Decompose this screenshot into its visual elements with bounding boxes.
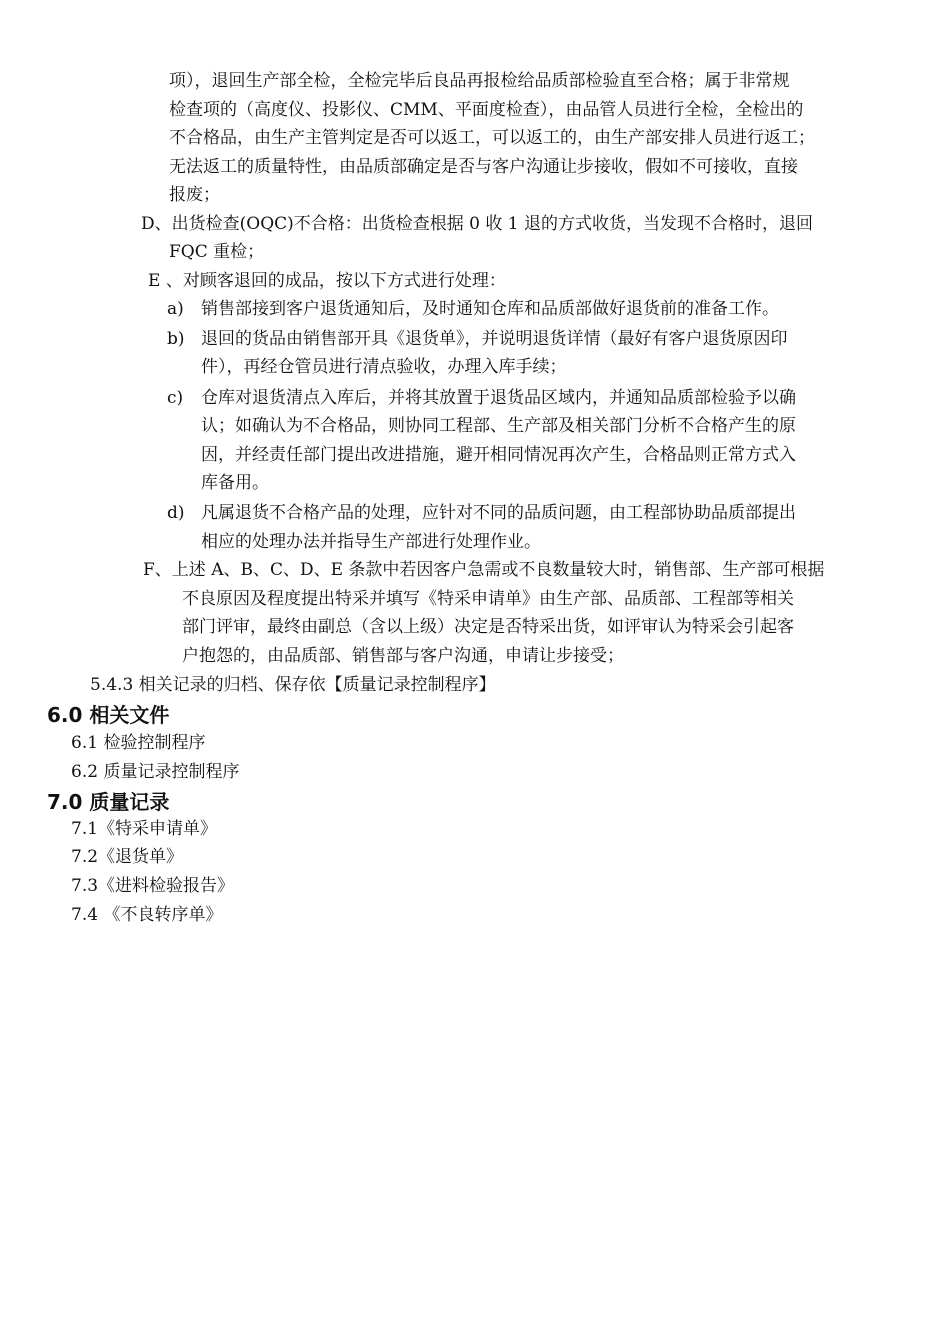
- item-c-line-3: 不合格品，由生产主管判定是否可以返工，可以返工的，由生产部安排人员进行返工；: [169, 128, 815, 148]
- section-7-item-1: 7.1《特采申请单》: [71, 819, 218, 839]
- section-7-heading: 7.0 质量记录: [47, 790, 170, 814]
- section-6-item-2: 6.2 质量记录控制程序: [71, 762, 240, 782]
- item-c-line-4: 无法返工的质量特性，由品质部确定是否与客户沟通让步接收，假如不可接收，直接: [169, 157, 798, 177]
- section-7-item-3: 7.3《进料检验报告》: [71, 876, 235, 896]
- item-f-line-2: 不良原因及程度提出特采并填写《特采申请单》由生产部、品质部、工程部等相关: [182, 589, 794, 609]
- item-e-a-line-1: 销售部接到客户退货通知后，及时通知仓库和品质部做好退货前的准备工作。: [201, 299, 779, 319]
- item-e-c-line-4: 库备用。: [201, 473, 269, 493]
- item-d-line-1: D、出货检查(OQC)不合格：出货检查根据 0 收 1 退的方式收货，当发现不合格时，退回: [141, 214, 814, 234]
- item-e-c-line-1: 仓库对退货清点入库后，并将其放置于退货品区域内，并通知品质部检验予以确: [201, 388, 796, 408]
- item-e-d-line-1: 凡属退货不合格产品的处理，应针对不同的品质问题，由工程部协助品质部提出: [201, 503, 796, 523]
- item-e-b-line-1: 退回的货品由销售部开具《退货单》，并说明退货详情（最好有客户退货原因印: [201, 329, 788, 349]
- item-f-line-4: 户抱怨的，由品质部、销售部与客户沟通，申请让步接受；: [182, 646, 624, 666]
- item-5-4-3: 5.4.3 相关记录的归档、保存依【质量记录控制程序】: [90, 675, 496, 695]
- item-e-d-marker: d): [167, 503, 185, 523]
- item-e-b-line-2: 件），再经仓管员进行清点验收，办理入库手续；: [201, 357, 567, 377]
- item-e-a-marker: a): [167, 299, 184, 319]
- item-f-line-3: 部门评审，最终由副总（含以上级）决定是否特采出货，如评审认为特采会引起客: [182, 617, 794, 637]
- item-e-c-marker: c): [167, 388, 184, 408]
- section-6-heading: 6.0 相关文件: [47, 703, 170, 727]
- section-7-item-4: 7.4 《不良转序单》: [71, 905, 223, 925]
- item-c-line-2: 检查项的（高度仪、投影仪、CMM、平面度检查），由品管人员进行全检，全检出的: [169, 100, 804, 120]
- section-6-item-1: 6.1 检验控制程序: [71, 733, 206, 753]
- item-c-line-5: 报废；: [169, 185, 220, 205]
- item-e-d-line-2: 相应的处理办法并指导生产部进行处理作业。: [201, 532, 541, 552]
- section-7-item-2: 7.2《退货单》: [71, 847, 184, 867]
- item-e-c-line-2: 认；如确认为不合格品，则协同工程部、生产部及相关部门分析不合格产生的原: [201, 416, 796, 436]
- item-e-b-marker: b): [167, 329, 185, 349]
- item-e-c-line-3: 因，并经责任部门提出改进措施，避开相同情况再次产生，合格品则正常方式入: [201, 445, 796, 465]
- item-c-line-1: 项），退回生产部全检，全检完毕后良品再报检给品质部检验直至合格；属于非常规: [169, 71, 790, 91]
- item-f-line-1: F、上述 A、B、C、D、E 条款中若因客户急需或不良数量较大时，销售部、生产部可根据: [143, 560, 825, 580]
- item-d-line-2: FQC 重检；: [169, 242, 265, 262]
- item-e-intro: E 、对顾客退回的成品，按以下方式进行处理：: [148, 271, 506, 291]
